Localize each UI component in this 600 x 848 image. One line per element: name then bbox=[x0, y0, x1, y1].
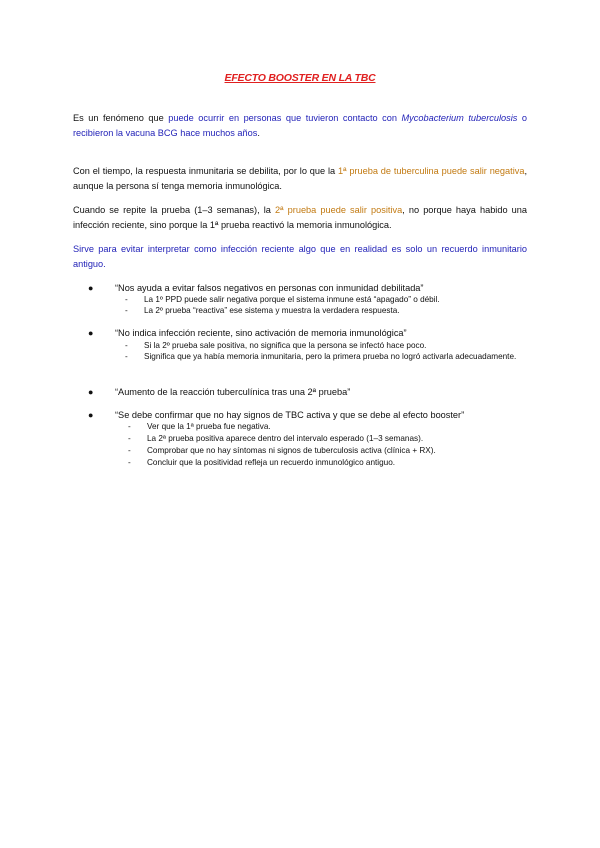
dash-icon: - bbox=[125, 341, 128, 350]
text-run: Cuando se repite la prueba (1–3 semanas), la bbox=[73, 205, 276, 215]
sub-item bbox=[125, 294, 528, 305]
bullet-text: “Aumento de la reacción tuberculínica tras una 2ª prueba” bbox=[115, 387, 351, 397]
sub-item bbox=[125, 305, 528, 316]
text-run: Es un fenómeno que bbox=[73, 113, 169, 123]
bullet-dot-icon: ● bbox=[88, 387, 94, 397]
dash-icon: - bbox=[125, 352, 128, 361]
text-run: , aunque la persona sí tenga memoria inmunológica. bbox=[73, 166, 527, 191]
text-run: Con el tiempo, la respuesta inmunitaria se debilita, por lo que la bbox=[73, 166, 338, 176]
text-run: . bbox=[257, 128, 260, 138]
paragraph-purpose: Sirve para evitar interpretar como infección reciente algo que en realidad es solo un recuerdo inmunitario antiguo. bbox=[73, 244, 527, 269]
dash-icon: - bbox=[128, 458, 131, 467]
dash-icon: - bbox=[125, 306, 128, 315]
highlight-orange: 2ª prueba puede salir positiva bbox=[275, 205, 403, 215]
dash-icon: - bbox=[128, 446, 131, 455]
bullet-dot-icon: ● bbox=[88, 283, 94, 293]
sub-item bbox=[128, 421, 528, 432]
highlight-blue: puede ocurrir en personas que tuvieron contacto con bbox=[168, 113, 402, 123]
sub-item-text: Concluir que la positividad refleja un recuerdo inmunológico antiguo. bbox=[147, 458, 396, 467]
sub-item-text: Comprobar que no hay síntomas ni signos de tuberculosis activa (clínica + RX). bbox=[147, 446, 436, 455]
sub-item-text: Significa que ya había memoria inmunitaria, pero la primera prueba no logró activarla adecuadamente. bbox=[144, 352, 517, 361]
text-run: , no porque haya habido una infección reciente, sino porque la 1ª prueba reactivó la memoria inmunológica. bbox=[73, 205, 528, 230]
sub-item-text: La 2ª prueba positiva aparece dentro del intervalo esperado (1–3 semanas). bbox=[147, 434, 424, 443]
highlight-orange: 1ª prueba de tuberculina puede salir negativa bbox=[337, 166, 525, 176]
bullet-text: “Nos ayuda a evitar falsos negativos en personas con inmunidad debilitada” bbox=[115, 283, 424, 293]
dash-icon: - bbox=[125, 295, 128, 304]
bullet-text: “No indica infección reciente, sino activación de memoria inmunológica” bbox=[115, 328, 407, 338]
bullet-dot-icon: ● bbox=[88, 328, 94, 338]
document-title: EFECTO BOOSTER EN LA TBC bbox=[224, 72, 376, 84]
paragraph-first-test bbox=[73, 164, 527, 194]
paragraph-definition bbox=[73, 111, 527, 141]
sub-item-text: La 2º prueba “reactiva” ese sistema y muestra la verdadera respuesta. bbox=[144, 306, 400, 315]
dash-icon: - bbox=[128, 434, 131, 443]
sub-item bbox=[125, 351, 528, 373]
bullet-text: “Se debe confirmar que no hay signos de TBC activa y que se debe al efecto booster” bbox=[115, 410, 465, 420]
paragraph-second-test bbox=[73, 203, 527, 233]
sub-item-text: Si la 2º prueba sale positiva, no significa que la persona se infectó hace poco. bbox=[144, 341, 427, 350]
sub-item bbox=[128, 457, 528, 468]
sub-item bbox=[128, 445, 528, 456]
highlight-blue-italic: Mycobacterium tuberculosis bbox=[401, 113, 518, 123]
sub-item bbox=[125, 340, 528, 351]
dash-icon: - bbox=[128, 422, 131, 431]
sub-item-text: La 1º PPD puede salir negativa porque el sistema inmune está “apagado” o débil. bbox=[144, 295, 440, 304]
bullet-dot-icon: ● bbox=[88, 410, 94, 420]
highlight-blue: o recibieron la vacuna BCG hace muchos años bbox=[73, 113, 528, 138]
sub-item-text: Ver que la 1ª prueba fue negativa. bbox=[147, 422, 271, 431]
sub-item bbox=[128, 433, 528, 444]
